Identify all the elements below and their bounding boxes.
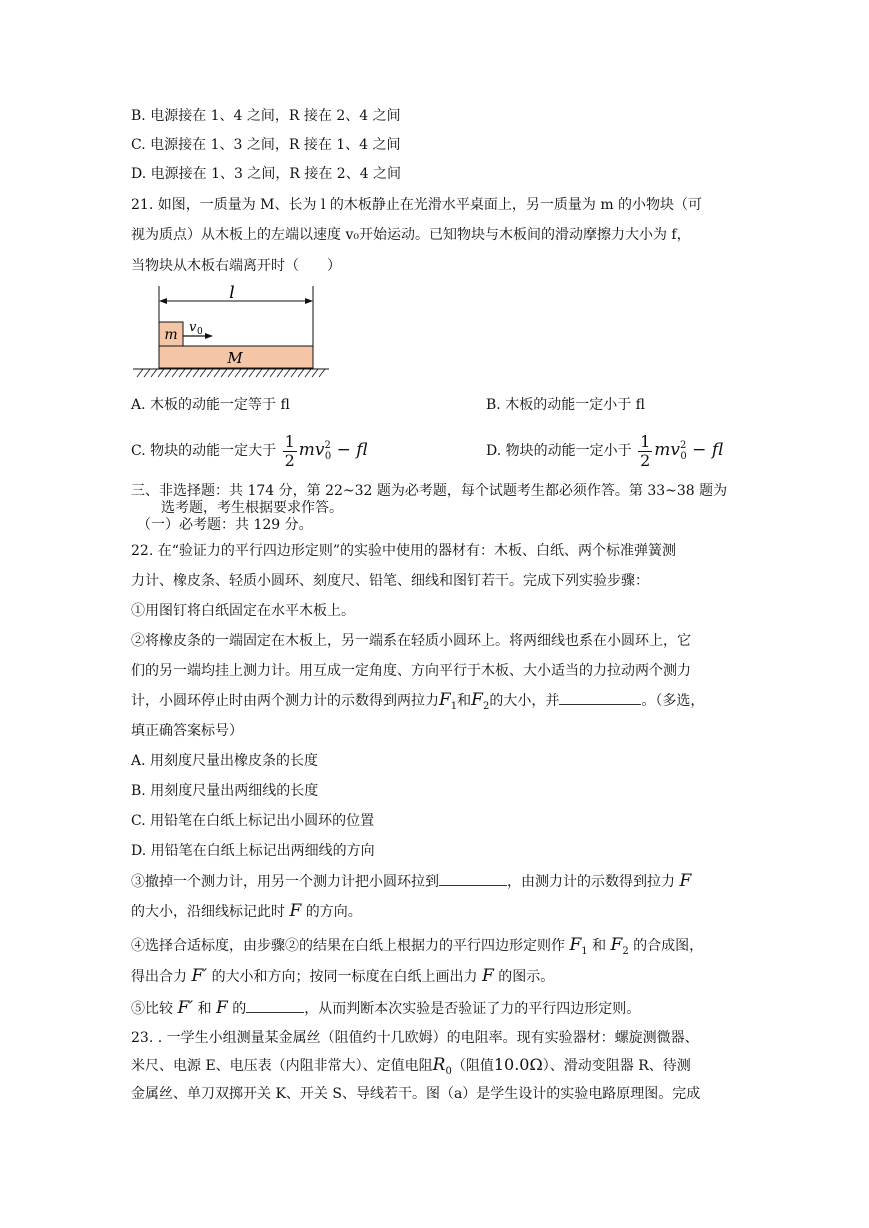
answer-blank[interactable] xyxy=(246,998,304,1013)
step2-text: 计，小圆环停止时由两个测力计的示数得到两拉力 xyxy=(131,693,439,709)
F-symbol: F xyxy=(482,966,494,986)
expr-sup: 2 xyxy=(680,440,687,451)
length-label: l xyxy=(229,284,235,303)
q23-stem-line1: 23. . 一学生小组测量某金属丝（阻值约十几欧姆）的电阻率。现有实验器材：螺旋测微器、 xyxy=(131,1030,699,1046)
fraction-numerator: 1 xyxy=(640,431,651,451)
q21-option-d-text: D. 物块的动能一定小于 xyxy=(486,443,632,459)
ground-hatching xyxy=(137,369,325,377)
q23-stem-line2 xyxy=(131,1055,691,1082)
fraction-denominator: 2 xyxy=(284,450,295,470)
step5-text-post: ，从而判断本次实验是否验证了力的平行四边形定则。 xyxy=(304,1001,641,1017)
q22-step3-line1 xyxy=(131,871,691,892)
fraction-denominator: 2 xyxy=(640,450,651,470)
velocity-subscript: 0 xyxy=(197,327,203,337)
F1-symbol: $F_1$ xyxy=(569,935,588,957)
q22-step1: ①用图钉将白纸固定在水平木板上。 xyxy=(131,603,355,619)
q21-stem-line2: 视为质点）从木板上的左端以速度 v₀开始运动。已知物块与木板间的滑动摩擦力大小为 f， xyxy=(131,227,691,243)
q22-option-a: A. 用刻度尺量出橡皮条的长度 xyxy=(131,753,319,769)
q22-option-b: B. 用刻度尺量出两细线的长度 xyxy=(131,783,319,799)
expr-mv: mv xyxy=(298,440,325,460)
F-prime-symbol: F′ xyxy=(177,998,194,1018)
kinetic-expr xyxy=(654,440,723,460)
q21-option-c xyxy=(131,428,368,475)
velocity-label: v xyxy=(189,320,197,335)
step4-text: ④选择合适标度，由步骤②的结果在白纸上根据力的平行四边形定则作 xyxy=(131,938,565,954)
step3-text2: 的大小，沿细线标记此时 xyxy=(131,904,285,920)
board-M-label: M xyxy=(227,349,243,367)
R0-value: 10.0Ω xyxy=(493,1055,543,1074)
expr-tail: − fl xyxy=(686,440,724,460)
q21-board-figure xyxy=(131,284,331,384)
step2-text-post: 的大小，并 xyxy=(489,693,560,709)
velocity-arrow-head-icon xyxy=(205,333,213,339)
step3-text2-post: 的方向。 xyxy=(305,904,362,920)
q22-option-d: D. 用铅笔在白纸上标记出两细线的方向 xyxy=(131,843,375,859)
section3-line3: （一）必考题：共 129 分。 xyxy=(137,517,313,533)
expr-sup: 2 xyxy=(324,440,331,451)
expr-sub: 0 xyxy=(680,451,687,462)
expr-tail: − fl xyxy=(331,440,368,460)
F1-symbol: $F_1$ xyxy=(439,690,458,712)
q22-step5 xyxy=(131,998,640,1019)
F-symbol: F xyxy=(679,871,692,891)
q21-option-b: B. 木板的动能一定小于 fl xyxy=(486,397,645,413)
step3-text: ③撤掉一个测力计，用另一个测力计把小圆环拉到 xyxy=(131,874,439,890)
q22-stem-line2: 力计、橡皮条、轻质小圆环、刻度尺、铅笔、细线和图钉若干。完成下列实验步骤： xyxy=(131,573,649,589)
step4-text-post: 的合成图， xyxy=(633,938,704,954)
step4-text2-post: 的图示。 xyxy=(498,969,555,985)
step5-text: ⑤比较 xyxy=(131,1001,173,1017)
q22-step2-line4: 填正确答案标号） xyxy=(131,723,243,739)
expr-sub: 0 xyxy=(324,451,332,462)
answer-blank[interactable] xyxy=(439,871,507,886)
step3-text-post: ，由测力计的示数得到拉力 xyxy=(507,874,675,890)
q22-step2-line2: 们的另一端均挂上测力计。用互成一定角度、方向平行于木板、大小适当的力拉动两个测力 xyxy=(131,663,691,679)
F-symbol: F xyxy=(289,901,302,921)
q20-option-b: B. 电源接在 1、4 之间，R 接在 2、4 之间 xyxy=(131,108,401,124)
q22-stem-line1: 22. 在“验证力的平行四边形定则”的实验中使用的器材有：木板、白纸、两个标准弹簧测 xyxy=(131,543,677,559)
step2-tail: 。（多选， xyxy=(641,693,705,709)
F2-symbol: $F_2$ xyxy=(610,935,629,957)
and-text: 和 xyxy=(457,693,472,709)
q21-option-d xyxy=(486,428,723,475)
step4-text2-mid: 的大小和方向；按同一标度在白纸上画出力 xyxy=(211,969,478,985)
q22-option-c: C. 用铅笔在白纸上标记出小圆环的位置 xyxy=(131,813,375,829)
q22-step2-line3 xyxy=(131,690,704,717)
step5-text-mid: 的 xyxy=(232,1001,247,1017)
and-text: 和 xyxy=(592,938,607,954)
F-symbol: F xyxy=(216,998,228,1018)
q20-option-c: C. 电源接在 1、3 之间，R 接在 1、4 之间 xyxy=(131,137,401,153)
block-m-label: m xyxy=(164,327,178,343)
q23-text: 米尺、电源 E、电压表（内阻非常大）、定值电阻 xyxy=(131,1058,433,1074)
answer-blank[interactable] xyxy=(559,690,641,705)
expr-mv: mv xyxy=(654,440,681,460)
q22-step4-line2 xyxy=(131,966,554,987)
section3-line1: 三、非选择题：共 174 分，第 22~32 题为必考题，每个试题考生都必须作答。第 33~38 题为 xyxy=(131,483,728,499)
fraction-half xyxy=(638,433,652,470)
kinetic-expr xyxy=(299,440,368,460)
q21-stem-line1: 21. 如图，一质量为 M、长为 l 的木板静止在光滑水平桌面上，另一质量为 m 的小物块（可 xyxy=(131,197,703,213)
q23-text-mid: （阻值 xyxy=(451,1058,494,1074)
and-text: 和 xyxy=(197,1001,212,1017)
q22-step2-line1: ②将橡皮条的一端固定在木板上，另一端系在轻质小圆环上。将两细线也系在小圆环上，它 xyxy=(131,633,691,649)
fraction-half xyxy=(283,433,297,470)
q21-option-a: A. 木板的动能一定等于 fl xyxy=(131,397,290,413)
q23-text-post: ）、滑动变阻器 R、待测 xyxy=(542,1058,691,1074)
F-prime-symbol: F′ xyxy=(191,966,208,986)
q23-stem-line3: 金属丝、单刀双掷开关 K、开关 S、导线若干。图（a）是学生设计的实验电路原理图。完成 xyxy=(131,1086,701,1102)
q20-option-d: D. 电源接在 1、3 之间，R 接在 2、4 之间 xyxy=(131,166,402,182)
R0-symbol: $R_0$ xyxy=(432,1055,452,1077)
q22-step3-line2 xyxy=(131,901,362,922)
q21-option-c-text: C. 物块的动能一定大于 xyxy=(131,443,277,459)
section3-line2: 选考题，考生根据要求作答。 xyxy=(161,500,343,516)
step4-text2: 得出合力 xyxy=(131,969,187,985)
fraction-numerator: 1 xyxy=(284,431,295,451)
arrow-left-head-icon xyxy=(159,298,167,304)
arrow-right-head-icon xyxy=(305,298,313,304)
q21-stem-line3: 当物块从木板右端离开时（ ） xyxy=(131,258,341,274)
q22-step4-line1 xyxy=(131,935,703,962)
F2-symbol: $F_2$ xyxy=(471,690,490,712)
